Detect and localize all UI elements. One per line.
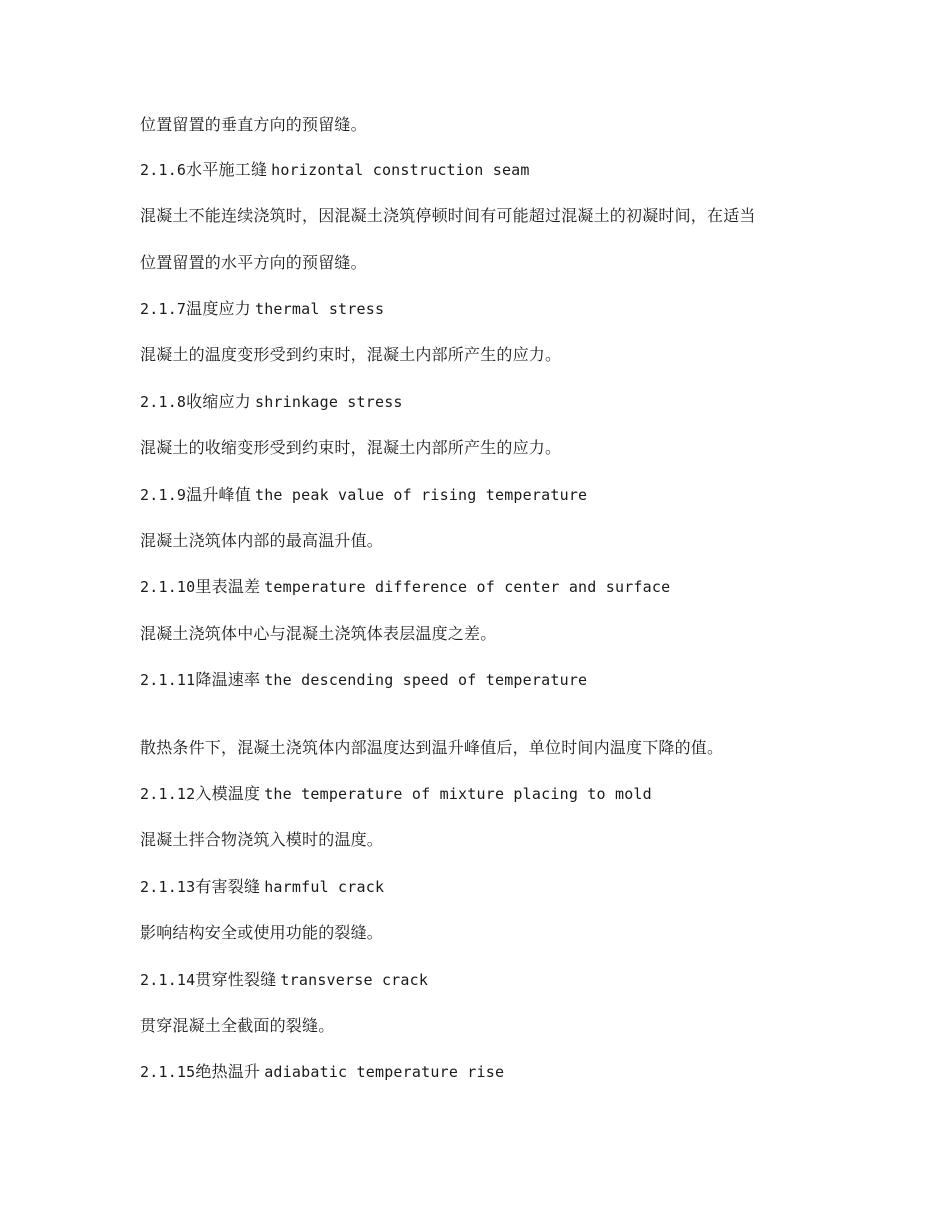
definition-line: 影响结构安全或使用功能的裂缝。	[140, 923, 384, 942]
term-chinese: 降温速率	[195, 670, 261, 689]
term-english: harmful crack	[264, 878, 385, 896]
term-english: the peak value of rising temperature	[254, 486, 588, 504]
term-heading-2-1-14	[140, 970, 890, 990]
term-heading-2-1-6	[140, 160, 890, 180]
term-heading-2-1-9	[140, 485, 890, 505]
term-chinese: 里表温差	[195, 577, 261, 596]
term-heading-2-1-12	[140, 784, 890, 804]
term-chinese: 有害裂缝	[195, 877, 261, 896]
term-english: horizontal construction seam	[271, 161, 530, 179]
definition-line: 混凝土的温度变形受到约束时，混凝土内部所产生的应力。	[140, 345, 562, 364]
term-english: shrinkage stress	[254, 393, 403, 411]
term-heading-2-1-8	[140, 392, 890, 412]
term-number: 2.1.10	[140, 578, 196, 596]
definition-line: 混凝土浇筑体中心与混凝土浇筑体表层温度之差。	[140, 624, 497, 643]
term-chinese: 收缩应力	[186, 392, 251, 411]
term-heading-2-1-10	[140, 577, 890, 597]
term-heading-2-1-11	[140, 670, 890, 690]
term-number: 2.1.11	[140, 671, 196, 689]
term-english: the descending speed of temperature	[264, 671, 588, 689]
term-heading-2-1-7	[140, 299, 890, 319]
term-heading-2-1-15	[140, 1062, 890, 1082]
term-english: transverse crack	[280, 971, 429, 989]
term-chinese: 水平施工缝	[186, 160, 268, 179]
term-chinese: 入模温度	[195, 784, 261, 803]
term-number: 2.1.8	[140, 393, 187, 411]
term-english: the temperature of mixture placing to mold	[264, 785, 652, 803]
term-chinese: 贯穿性裂缝	[195, 970, 277, 989]
term-chinese: 温度应力	[186, 299, 251, 318]
term-number: 2.1.6	[140, 161, 187, 179]
term-english: temperature difference of center and surface	[264, 578, 671, 596]
term-number: 2.1.12	[140, 785, 196, 803]
term-chinese: 温升峰值	[186, 485, 251, 504]
term-number: 2.1.7	[140, 300, 187, 318]
definition-line: 混凝土浇筑体内部的最高温升值。	[140, 531, 384, 550]
definition-line: 混凝土不能连续浇筑时，因混凝土浇筑停顿时间有可能超过混凝土的初凝时间，在适当	[140, 206, 756, 225]
term-number: 2.1.9	[140, 486, 187, 504]
term-number: 2.1.13	[140, 878, 196, 896]
term-heading-2-1-13	[140, 877, 890, 897]
definition-line: 混凝土的收缩变形受到约束时，混凝土内部所产生的应力。	[140, 438, 562, 457]
definition-line: 位置留置的水平方向的预留缝。	[140, 253, 367, 272]
term-english: thermal stress	[254, 300, 385, 318]
term-number: 2.1.15	[140, 1063, 196, 1081]
body-text-line: 位置留置的垂直方向的预留缝。	[140, 115, 367, 134]
definition-line: 散热条件下，混凝土浇筑体内部温度达到温升峰值后，单位时间内温度下降的值。	[140, 738, 724, 757]
definition-line: 混凝土拌合物浇筑入模时的温度。	[140, 830, 384, 849]
term-english: adiabatic temperature rise	[264, 1063, 505, 1081]
term-number: 2.1.14	[140, 971, 196, 989]
definition-line: 贯穿混凝土全截面的裂缝。	[140, 1016, 335, 1035]
term-chinese: 绝热温升	[195, 1062, 261, 1081]
